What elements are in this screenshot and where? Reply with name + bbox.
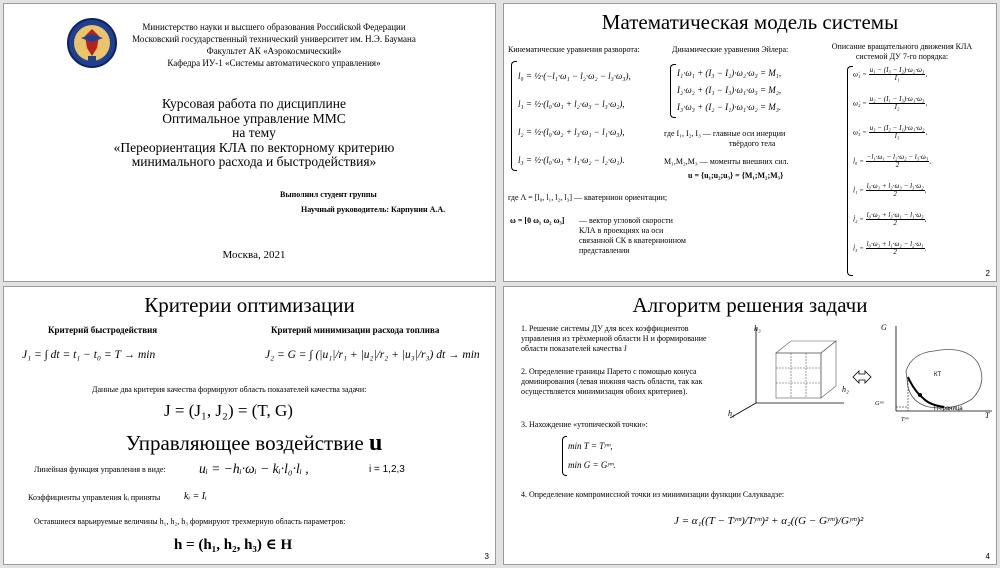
page-number-2: 2 — [985, 269, 990, 278]
j2-formula: J₂ = G = ∫ (|u₁|/r₁ + |u₂|/r₂ + |u₃|/r₃) dt → min — [265, 349, 480, 361]
slide-4-title: Алгоритм решения задачи — [632, 293, 868, 317]
kin-eq-4: l₃ = ½·(l₀·ω₃ + l₁·ω₂ − l₂·ω₁). — [518, 155, 625, 165]
sys7-num-1: u₁ − (I₃ − I₂)·ω₂·ω₃ — [869, 66, 925, 74]
axes-note-1: где I₁, I₂, I₃ — главные оси инерции — [664, 129, 786, 138]
seventh-order-system — [853, 67, 931, 270]
j-vector-formula: J = (J₁, J₂) = (T, G) — [164, 401, 293, 420]
work-title-block — [44, 97, 464, 170]
seventh-header-1: Описание вращательного движения КЛА — [831, 42, 973, 51]
sys7-num-6: l₀·ω₂ + l₃·ω₁ − l₁·ω₃ — [866, 211, 924, 219]
sys7-row-2: ω̇₂ = $\frac{\text{u₂ − (I₁ − I₃)·ω₁·ω₃}}{\text{I₂}}$ , — [853, 95, 928, 112]
dynamic-brace — [670, 64, 676, 118]
work-line-5: минимального расхода и быстродействия» — [131, 154, 377, 169]
slide-math-model[interactable] — [503, 3, 997, 282]
sys7-den-4: 2 — [895, 161, 900, 170]
j1-formula: J₁ = ∫ dt = t₁ − t₀ = T → min — [22, 349, 156, 361]
k-coefficients-note: Коэффициенты управления kᵢ приняты — [28, 493, 161, 502]
omega-definition: ω = [0 ω₁ ω₂ ω₃] — [510, 216, 565, 225]
sys7-num-7: l₀·ω₃ + l₁·ω₂ − l₂·ω₁ — [866, 240, 924, 248]
sys7-row-3: ω̇₃ = $\frac{\text{u₃ − (I₂ − I₁)·ω₁·ω₂}}{\text{I₃}}$ , — [853, 124, 928, 141]
utopia-eq-2: min G = Gʸᵐ. — [568, 460, 616, 470]
sys7-row-7: l̇₃ = $\frac{\text{l₀·ω₃ + l₁·ω₂ − l₂·ω₁}}{2}$ . — [853, 240, 927, 257]
work-line-1: Курсовая работа по дисциплине — [162, 96, 346, 111]
u-definition: u = {u₁;u₂;u₃} = {M₁;M₂;M₃} — [688, 171, 784, 180]
city-year: Москва, 2021 — [222, 249, 286, 261]
dynamic-equations — [677, 65, 781, 116]
linear-function-note: Линейная функция управления в виде: — [34, 465, 166, 474]
sys7-num-2: u₂ − (I₁ − I₃)·ω₁·ω₃ — [869, 95, 925, 103]
graph-label-g: G — [881, 323, 887, 332]
lambda-definition: где Λ = [l₀, l₁, l₂, l₃] — кватернион ориентации; — [508, 193, 668, 202]
omega-note-1: — вектор угловой скорости — [579, 216, 673, 225]
utopia-equations — [568, 437, 616, 475]
page-number-4: 4 — [985, 552, 990, 561]
kinematic-equations — [518, 62, 631, 174]
graph-label-t: T — [985, 411, 990, 420]
cube-label-h2: h₂ — [842, 385, 849, 394]
faculty-text: Факультет АК «Аэрокосмический» — [206, 46, 342, 56]
feasible-region — [906, 350, 982, 409]
kin-eq-3: l₂ = ½·(l₀·ω₂ + l₃·ω₁ − l₁·ω₃), — [518, 127, 625, 137]
bmstu-emblem-icon — [66, 16, 118, 70]
seventh-header-2: системой ДУ 7-го порядка: — [855, 52, 949, 61]
graph-label-gym: Gʸᵐ — [875, 401, 884, 407]
sys7-den-5: 2 — [893, 190, 897, 199]
dynamic-header: Динамические уравнения Эйлера: — [672, 45, 789, 54]
dyn-eq-2: I₂·ω₂ + (I₁ − I₃)·ω₁·ω₃ = M₂, — [677, 85, 782, 95]
utopia-eq-1: min T = Tʸᵐ, — [568, 441, 613, 451]
ministry-text: Министерство науки и высшего образования Российской Федерации — [142, 22, 406, 32]
sys7-den-7: 2 — [893, 248, 897, 257]
step-2: 2. Определение границы Парето с помощью конуса доминирования (левая нижняя часть области, так как осуществляется минимизация обоих критериев). — [521, 367, 703, 396]
double-arrow-icon — [851, 370, 873, 384]
student-text: Выполнил студент группы — [280, 190, 377, 199]
step-3: 3. Нахождение «утопической точки»: — [521, 420, 648, 429]
fuel-criterion-header: Критерий минимизации расхода топлива — [271, 325, 440, 335]
sys7-num-4: −l₁·ω₁ − l₂·ω₂ − l₃·ω₃ — [866, 153, 929, 161]
utopia-brace — [562, 436, 567, 476]
slide-title[interactable] — [3, 3, 496, 282]
sys7-row-1: ω̇₁ = $\frac{\text{u₁ − (I₃ − I₂)·ω₂·ω₃}}{\text{I₁}}$ , — [853, 66, 928, 83]
salukvadze-formula: J = α₁((T − Tʸᵐ)/Tʸᵐ)² + α₂((G − Gʸᵐ)/Gʸᵐ)² — [674, 515, 864, 527]
graph-label-tym: Tʸᵐ — [901, 417, 909, 423]
moments-note: M₁,M₂,M₃ — моменты внешних сил. — [664, 157, 789, 166]
sys7-den-6: 2 — [893, 219, 897, 228]
page-number-3: 3 — [484, 552, 489, 561]
sys7-num-3: u₃ − (I₂ − I₁)·ω₁·ω₂ — [869, 124, 925, 132]
parameter-cube-diagram — [726, 323, 854, 423]
kinematic-brace — [511, 61, 517, 171]
work-line-2: Оптимальное управление ММС — [162, 110, 346, 126]
slide-2-title: Математическая модель системы — [601, 10, 899, 34]
omega-note-3: связанной СК в кватернионном — [579, 236, 686, 245]
control-law-formula: uᵢ = −hᵢ·ωᵢ − kᵢ·l₀·lᵢ , — [199, 461, 309, 476]
graph-label-pareto: П-граница — [934, 406, 963, 412]
supervisor-text: Научный руководитель: Карпунин А.А. — [301, 205, 446, 214]
slide-algorithm[interactable] — [503, 286, 997, 565]
h-parameters-note: Оставшиеся варьируемые величины h₁, h₂, h₃ формируют трехмерную область параметров: — [34, 517, 346, 526]
seventh-order-header — [812, 42, 992, 62]
work-line-3: на тему — [232, 125, 276, 140]
sys7-row-5: l̇₁ = $\frac{\text{l₀·ω₁ + l₂·ω₃ − l₃·ω₂}}{2}$ , — [853, 182, 927, 199]
sys7-row-4: l̇₀ = $\frac{\text{−l₁·ω₁ − l₂·ω₂ − l₃·ω₃}}{2}$ , — [853, 153, 932, 170]
omega-note-4: представлении — [579, 246, 630, 255]
index-range: i = 1,2,3 — [369, 464, 405, 475]
pareto-front — [908, 377, 944, 407]
control-symbol: u — [368, 430, 383, 456]
department-text: Кафедра ИУ-1 «Системы автоматического управления» — [167, 58, 381, 68]
axes-note-2: твёрдого тела — [729, 139, 776, 148]
graph-label-kt: КТ — [934, 372, 942, 378]
compromise-point — [918, 393, 922, 397]
control-title-text: Управляющее воздействие — [125, 431, 364, 455]
speed-criterion-header: Критерий быстродействия — [48, 325, 158, 335]
k-equation: kᵢ = Iᵢ — [184, 491, 207, 502]
sys7-num-5: l₀·ω₁ + l₂·ω₃ − l₃·ω₂ — [866, 182, 924, 190]
dyn-eq-1: I₁·ω₁ + (I₃ − I₂)·ω₂·ω₃ = M₁, — [677, 68, 782, 78]
work-line-4: «Переориентация КЛА по векторному критерию — [113, 139, 395, 155]
kinematic-header: Кинематические уравнения разворота: — [508, 45, 640, 54]
university-text: Московский государственный технический университет им. Н.Э. Баумана — [132, 34, 416, 44]
sys7-den-3: I₃ — [894, 132, 900, 141]
control-title — [104, 430, 404, 457]
sys7-den-1: I₁ — [894, 74, 900, 83]
cube-label-h1: h₁ — [728, 409, 735, 418]
omega-notes — [579, 216, 686, 256]
kin-eq-2: l₁ = ½·(l₀·ω₁ + l₂·ω₃ − l₃·ω₂), — [518, 99, 625, 109]
slide-3-title: Критерии оптимизации — [144, 293, 355, 317]
sys7-den-2: I₂ — [894, 103, 900, 112]
cube-label-h3: h₃ — [754, 324, 761, 333]
sys7-row-6: l̇₂ = $\frac{\text{l₀·ω₂ + l₃·ω₁ − l₁·ω₃}}{2}$ , — [853, 211, 927, 228]
kin-eq-1: l₀ = ½·(−l₁·ω₁ − l₂·ω₂ − l₃·ω₃), — [518, 71, 631, 81]
both-criteria-note: Данные два критерия качества формируют область показателей качества задачи: — [92, 385, 367, 394]
step-1: 1. Решение системы ДУ для всех коэффициентов управления из трёхмерной области H и формирование области показателей качества J — [521, 324, 707, 353]
omega-note-2: КЛА в проекциях на оси — [579, 226, 664, 235]
step-4: 4. Определение компромиссной точки из минимизации функции Салуквадзе: — [521, 490, 785, 499]
dyn-eq-3: I₃·ω₃ + (I₂ − I₁)·ω₁·ω₂ = M₃. — [677, 102, 782, 112]
h-vector-formula: h = (h₁, h₂, h₃) ∈ H — [174, 537, 293, 553]
slide-criteria[interactable] — [3, 286, 496, 565]
